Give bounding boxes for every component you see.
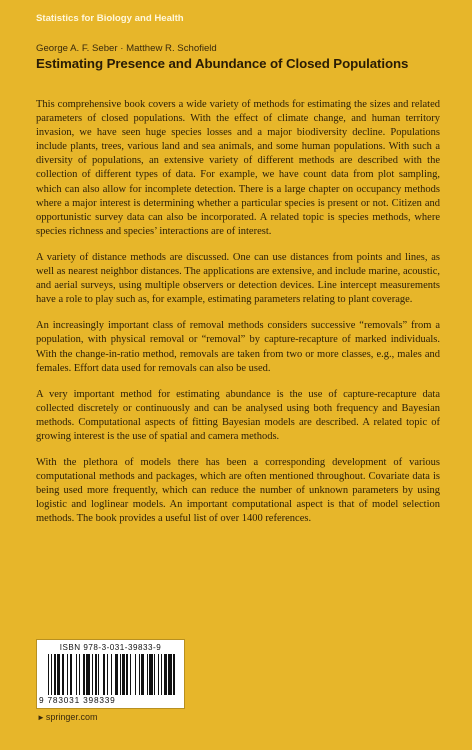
publisher-link[interactable] xyxy=(37,712,97,722)
isbn-label: ISBN 978-3-031-39833-9 xyxy=(59,643,162,652)
description xyxy=(36,98,440,539)
series-title: Statistics for Biology and Health xyxy=(36,13,184,24)
authors: George A. F. Seber · Matthew R. Schofield xyxy=(36,43,217,54)
paragraph-1: This comprehensive book covers a wide variety of methods for estimating the sizes and related parameters of closed populations. With the effect of climate change, and human territory invasion, we have seen huge species losses and a major biodiversity decline. Populations include plants, trees, various land and sea animals, and some human populations. With such a diversity of populations, an extensive variety of different methods are described with the collection of different types of data. For example, we have count data from plot sampling, which can also allow for incomplete detection. There is a large chapter on occupancy methods where a major interest is determining whether a particular species is present or not. Citizen and opportunistic survey data can also be incorporated. A related topic is species methods, where species richness and species’ interactions are of interest. xyxy=(36,99,440,237)
book-title: Estimating Presence and Abundance of Closed Populations xyxy=(36,56,409,71)
barcode-image xyxy=(48,654,176,695)
publisher-url: springer.com xyxy=(45,712,98,722)
paragraph-4: A very important method for estimating abundance is the use of capture-recapture data collected discretely or continuously and can be analysed using both frequency and Bayesian methods. Computational aspects of fitting Bayesian models are described. A related topic of growing interest is the use of spatial and camera methods. xyxy=(36,388,440,442)
arrow-icon: ► xyxy=(37,713,45,722)
paragraph-5: With the plethora of models there has been a corresponding development of various computational methods and packages, which are often mentioned throughout. Covariate data is being used more frequently, which can reduce the number of unknown parameters by using logistic and loglinear models. An important computational aspect is that of model selection methods. The book provides a useful list of over 1400 references. xyxy=(36,457,440,525)
paragraph-2: A variety of distance methods are discussed. One can use distances from points and lines, as well as nearest neighbor distances. The applications are extensive, and include marine, acoustic, and aerial surveys, using multiple observers or detection devices. Line intercept measurements have a role to play such as, for example, estimating parameters relating to plant coverage. xyxy=(36,251,440,306)
barcode-digits: 9 783031 398339 xyxy=(39,695,116,705)
barcode-block xyxy=(36,639,185,709)
paragraph-3: An increasingly important class of removal methods considers successive “removals” from a population, with physical removal or “removal” by capture-recapture of marked individuals. With the change-in-ratio method, removals are taken from two or more classes, e.g., males and females. Effort data used for removals can also be used. xyxy=(36,320,440,374)
